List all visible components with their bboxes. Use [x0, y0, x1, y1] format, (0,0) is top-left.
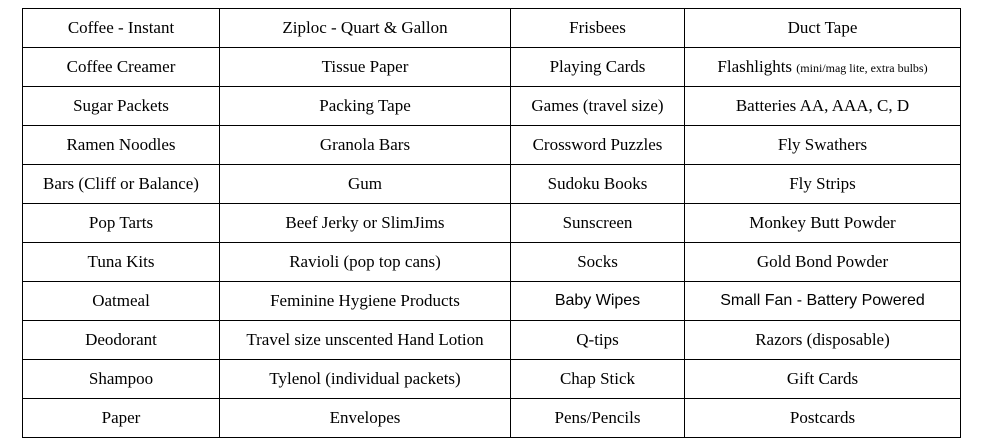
- table-cell: [220, 360, 511, 399]
- item-label: Deodorant: [85, 330, 157, 349]
- table-cell: [685, 243, 961, 282]
- table-row: [23, 9, 961, 48]
- item-label: Tylenol (individual packets): [269, 369, 461, 388]
- table-cell: [23, 321, 220, 360]
- table-cell: [23, 165, 220, 204]
- item-label: Socks: [577, 252, 618, 271]
- item-label: Bars (Cliff or Balance): [43, 174, 199, 193]
- table-cell: [220, 204, 511, 243]
- table-cell: [685, 48, 961, 87]
- table-cell: [220, 126, 511, 165]
- item-label: Sunscreen: [562, 213, 633, 232]
- table-cell: [23, 282, 220, 321]
- item-label: Crossword Puzzles: [532, 135, 663, 154]
- table-cell: [511, 87, 685, 126]
- item-label: Batteries AA, AAA, C, D: [735, 96, 910, 115]
- table-cell: [220, 243, 511, 282]
- table-cell: [23, 243, 220, 282]
- supply-list-table: [22, 8, 961, 438]
- table-row: [23, 243, 961, 282]
- item-label: Shampoo: [88, 369, 154, 388]
- table-cell: [685, 399, 961, 438]
- table-cell: [511, 165, 685, 204]
- item-label: Beef Jerky or SlimJims: [285, 213, 445, 232]
- table-cell: [23, 87, 220, 126]
- table-row: [23, 360, 961, 399]
- item-label: Tissue Paper: [321, 57, 409, 76]
- item-label: Fly Swathers: [777, 135, 868, 154]
- item-label: Sugar Packets: [73, 96, 169, 115]
- table-cell: [511, 204, 685, 243]
- table-row: [23, 399, 961, 438]
- table-cell: [685, 360, 961, 399]
- table-row: [23, 321, 961, 360]
- table-cell: [511, 243, 685, 282]
- item-label: Granola Bars: [319, 135, 411, 154]
- table-cell: [23, 204, 220, 243]
- table-row: [23, 48, 961, 87]
- table-row: [23, 282, 961, 321]
- item-label: Ramen Noodles: [66, 135, 176, 154]
- item-label: Small Fan - Battery Powered: [720, 292, 925, 309]
- item-label: Paper: [101, 408, 141, 427]
- item-label: Gift Cards: [786, 369, 859, 388]
- item-label: Sudoku Books: [547, 174, 648, 193]
- item-label: Chap Stick: [559, 369, 636, 388]
- table-cell: [685, 204, 961, 243]
- item-label: Postcards: [789, 408, 856, 427]
- item-label: Feminine Hygiene Products: [270, 291, 460, 310]
- item-label: Baby Wipes: [554, 292, 641, 309]
- item-label: Frisbees: [569, 18, 626, 37]
- table-row: [23, 126, 961, 165]
- table-cell: [685, 321, 961, 360]
- table-cell: [685, 87, 961, 126]
- item-label: Duct Tape: [787, 18, 858, 37]
- item-label: Tuna Kits: [87, 252, 155, 271]
- table-cell: [220, 165, 511, 204]
- table-cell: [220, 321, 511, 360]
- item-label: Flashlights: [717, 57, 793, 76]
- item-label: Pens/Pencils: [554, 408, 641, 427]
- table-cell: [220, 87, 511, 126]
- item-label: Q-tips: [576, 330, 619, 349]
- table-row: [23, 87, 961, 126]
- table-cell: [23, 360, 220, 399]
- item-label: Ziploc - Quart & Gallon: [282, 18, 448, 37]
- table-cell: [685, 282, 961, 321]
- item-label: Games (travel size): [531, 96, 664, 115]
- table-cell: [511, 321, 685, 360]
- table-cell: [685, 9, 961, 48]
- table-cell: [23, 399, 220, 438]
- item-label: Coffee - Instant: [67, 18, 175, 37]
- item-label: Razors (disposable): [755, 330, 890, 349]
- table-cell: [23, 126, 220, 165]
- table-cell: [685, 126, 961, 165]
- table-cell: [511, 48, 685, 87]
- item-label: Coffee Creamer: [66, 57, 176, 76]
- item-note: (mini/mag lite, extra bulbs): [796, 61, 928, 75]
- table-cell: [511, 126, 685, 165]
- item-label: Playing Cards: [549, 57, 646, 76]
- supply-list-body: [23, 9, 961, 438]
- table-cell: [220, 282, 511, 321]
- table-row: [23, 165, 961, 204]
- table-cell: [685, 165, 961, 204]
- table-cell: [220, 9, 511, 48]
- table-cell: [23, 48, 220, 87]
- item-label: Gum: [348, 174, 382, 193]
- item-label: Fly Strips: [789, 174, 856, 193]
- table-cell: [511, 399, 685, 438]
- item-label: Packing Tape: [319, 96, 411, 115]
- item-label: Monkey Butt Powder: [749, 213, 896, 232]
- table-cell: [220, 48, 511, 87]
- table-row: [23, 204, 961, 243]
- table-cell: [220, 399, 511, 438]
- item-label: Pop Tarts: [88, 213, 154, 232]
- item-label: Travel size unscented Hand Lotion: [246, 330, 484, 349]
- table-cell: [511, 9, 685, 48]
- item-label: Ravioli (pop top cans): [289, 252, 441, 271]
- item-label: Envelopes: [329, 408, 401, 427]
- table-cell: [511, 282, 685, 321]
- table-cell: [511, 360, 685, 399]
- item-label: Gold Bond Powder: [756, 252, 889, 271]
- table-cell: [23, 9, 220, 48]
- item-label: Oatmeal: [92, 291, 150, 310]
